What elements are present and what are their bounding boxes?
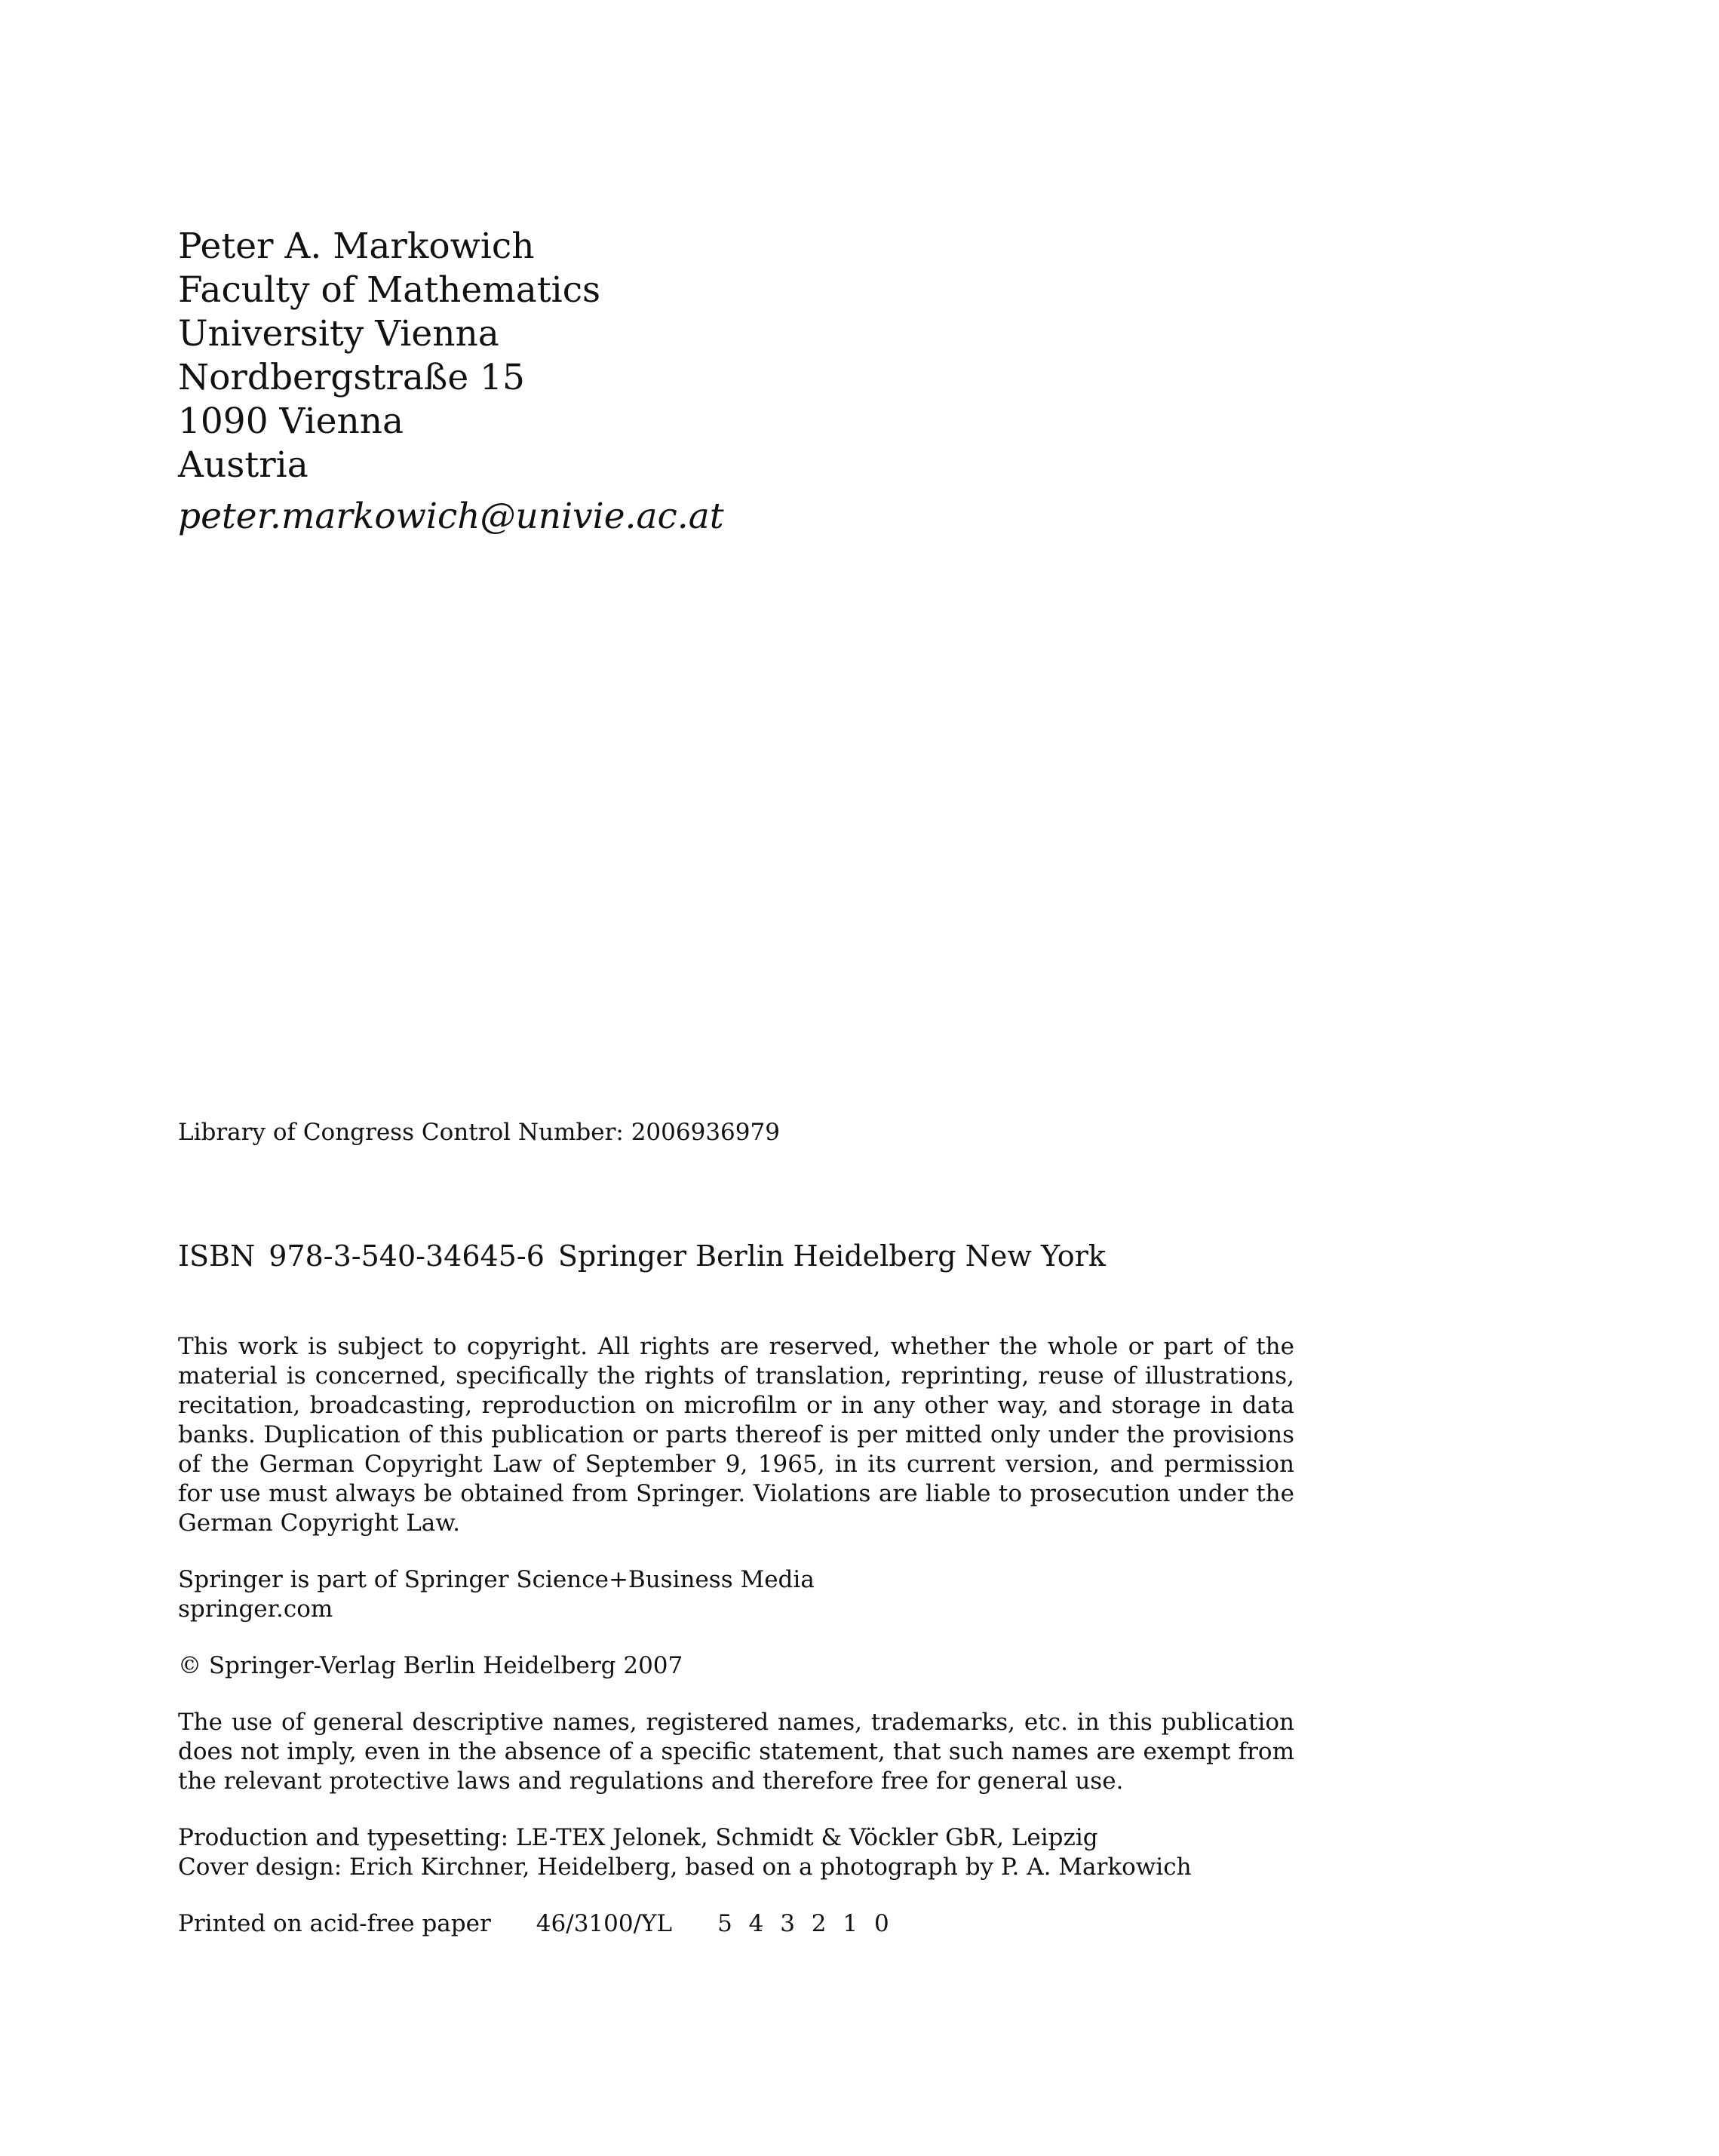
springer-website[interactable]: springer.com — [178, 1596, 333, 1623]
paper-note: Printed on acid-free paper — [178, 1910, 491, 1937]
isbn-publisher: Springer Berlin Heidelberg New York — [557, 1239, 1106, 1273]
typesetting-credit: Production and typesetting: LE-TEX Jelonek, Schmidt & Vöckler GbR, Leipzig — [178, 1824, 1098, 1851]
copyright-notice: This work is subject to copyright. All rights are reserved, whether the whole or part of the material is concerned, specifically the rights of translation, reprinting, reuse of illustrations, recitation, broadcasting, reproduction on microfilm or in any other way, and storage in data banks. Duplication of this publication or parts thereof is per mitted only under the provisions of the German Copyright Law of September 9, 1965, in its current version, and permission for use must always be obtained from Springer. Violations are liable to prosecution under the German Copyright Law. — [178, 1333, 1294, 1537]
author-faculty: Faculty of Mathematics — [178, 269, 601, 311]
printing-info — [178, 1909, 1294, 1939]
author-country: Austria — [178, 444, 308, 486]
springer-info — [178, 1565, 1294, 1624]
copyright-page-body — [178, 1332, 1294, 1939]
print-code: 46/3100/YL — [536, 1910, 673, 1937]
author-university: University Vienna — [178, 313, 499, 355]
author-email[interactable]: peter.markowich@univie.ac.at — [178, 496, 724, 537]
cover-design-credit: Cover design: Erich Kirchner, Heidelberg, based on a photograph by P. A. Markowich — [178, 1853, 1192, 1881]
copyright-line: © Springer-Verlag Berlin Heidelberg 2007 — [178, 1652, 683, 1679]
author-address-block — [178, 225, 1309, 539]
production-credits — [178, 1823, 1294, 1882]
isbn-number: 978-3-540-34645-6 — [269, 1239, 545, 1273]
isbn-label: ISBN — [178, 1239, 256, 1273]
trademark-notice: The use of general descriptive names, registered names, trademarks, etc. in this publication does not imply, even in the absence of a specific statement, that such names are exempt from the relevant protective laws and regulations and therefore free for general use. — [178, 1709, 1294, 1795]
lccn-line: Library of Congress Control Number: 2006936979 — [178, 1119, 780, 1146]
author-street: Nordbergstraße 15 — [178, 357, 525, 398]
isbn-line — [178, 1238, 1106, 1274]
author-name: Peter A. Markowich — [178, 226, 535, 267]
author-city: 1090 Vienna — [178, 401, 404, 442]
print-sequence: 5 4 3 2 1 0 — [717, 1910, 894, 1937]
springer-media-line: Springer is part of Springer Science+Business Media — [178, 1566, 815, 1593]
